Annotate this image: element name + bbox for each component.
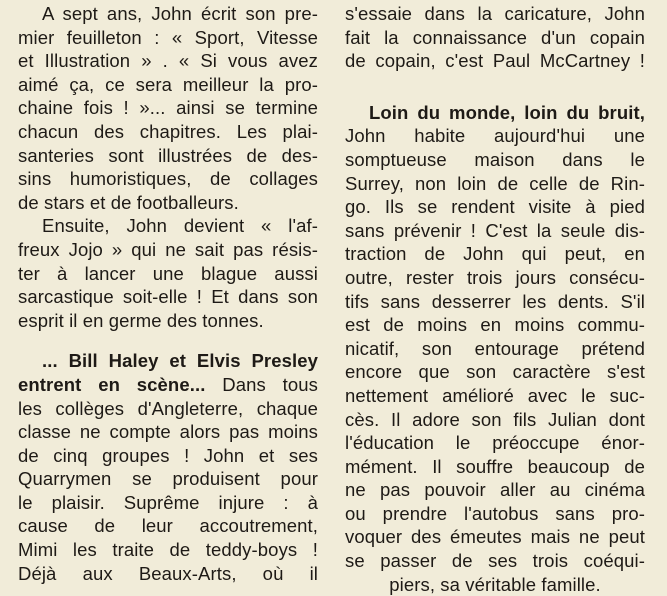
text-line: go. Ils se rendent visite à pied: [345, 196, 645, 218]
text-line: de copain, c'est Paul McCartney !: [345, 50, 645, 72]
text-line: mément. Il souffre beaucoup de: [345, 455, 645, 477]
text-line: Surrey, non loin de celle de Rin-: [345, 172, 645, 194]
text-line: A sept ans, John écrit son pre-: [42, 3, 318, 24]
text-line: de cinq groupes ! John et ses: [18, 444, 318, 466]
text-line: cès. Il adore son fils Julian dont: [345, 408, 645, 430]
text-line: [18, 373, 318, 397]
text-line: tifs sans desserrer les dents. S'il: [345, 290, 645, 312]
text-line: esprit il en germe des tonnes.: [18, 309, 264, 331]
text-line: John habite aujourd'hui une: [345, 125, 645, 147]
text-line: de stars et de footballeurs.: [18, 191, 239, 213]
paragraph-gap: [345, 73, 645, 101]
text-line: santeries sont illustrées de des-: [18, 144, 318, 166]
text-line: Ensuite, John devient « l'af-: [42, 215, 318, 237]
text-line: classe ne compte alors pas moins: [18, 421, 318, 443]
text-line: fait la connaissance d'un copain: [345, 26, 645, 48]
text-line: mier feuilleton : « Sport, Vitesse: [18, 26, 318, 48]
text-line: ter à lancer une blague aussi: [18, 262, 318, 284]
text-line: ou prendre l'autobus sans pro-: [345, 502, 645, 524]
text-line: et Illustration » . « Si vous avez: [18, 50, 318, 72]
left-column: [18, 2, 318, 585]
text-line: Déjà aux Beaux-Arts, où il: [18, 562, 318, 584]
text-line: le plaisir. Suprême injure : à: [18, 491, 318, 513]
text-line: Mimi les traite de teddy-boys !: [18, 539, 318, 561]
text-line: ne pas pouvoir aller au cinéma: [345, 479, 645, 501]
text-line: sans prévenir ! C'est la seule dis-: [345, 219, 645, 241]
section-heading-continued: entrent en scène...: [18, 373, 206, 395]
text-line: s'essaie dans la caricature, John: [345, 3, 645, 24]
paragraph-mccartney: [345, 2, 645, 73]
text-line: voquer des émeutes mais ne peut: [345, 526, 645, 548]
text-line: piers, sa véritable famille.: [389, 573, 601, 595]
section-heading: Loin du monde, loin du bruit,: [369, 101, 645, 123]
right-column: [345, 2, 645, 596]
text-line: outre, rester trois jours consécu-: [345, 266, 645, 288]
text-line: nettement amélioré avec le suc-: [345, 384, 645, 406]
text-line: nicatif, son entourage prétend: [345, 337, 645, 359]
paragraph-gap: [18, 332, 318, 349]
text-line: encore que son caractère s'est: [345, 361, 645, 383]
text-line: se passer de ses trois coéqui-: [345, 550, 645, 572]
text-fragment: Dans tous: [205, 373, 318, 395]
text-line: sins humoristiques, de collages: [18, 168, 318, 190]
text-line: Quarrymen se produisent pour: [18, 468, 318, 490]
text-line: somptueuse maison dans le: [345, 148, 645, 170]
text-line: freux Jojo » qui ne sait pas résis-: [18, 238, 318, 260]
text-line: est de moins en moins commu-: [345, 314, 645, 336]
paragraph-bill-haley: [18, 349, 318, 585]
text-line: chacun des chapitres. Les plai-: [18, 120, 318, 142]
section-heading: ... Bill Haley et Elvis Presley: [42, 350, 318, 372]
text-line: traction de John qui peut, en: [345, 243, 645, 265]
paragraph-jojo: [18, 214, 318, 332]
text-line: sarcastique soit-elle ! Et dans son: [18, 286, 318, 308]
text-line: aimé ça, ce sera meilleur la pro-: [18, 73, 318, 95]
paragraph-childhood: [18, 2, 318, 214]
text-line: l'éducation le préoccupe énor-: [345, 432, 645, 454]
text-line: chaine fois ! »... ainsi se termine: [18, 97, 318, 119]
paragraph-surrey: [345, 101, 645, 596]
text-line: les collèges d'Angleterre, chaque: [18, 397, 318, 419]
text-line: cause de leur accoutrement,: [18, 515, 318, 537]
